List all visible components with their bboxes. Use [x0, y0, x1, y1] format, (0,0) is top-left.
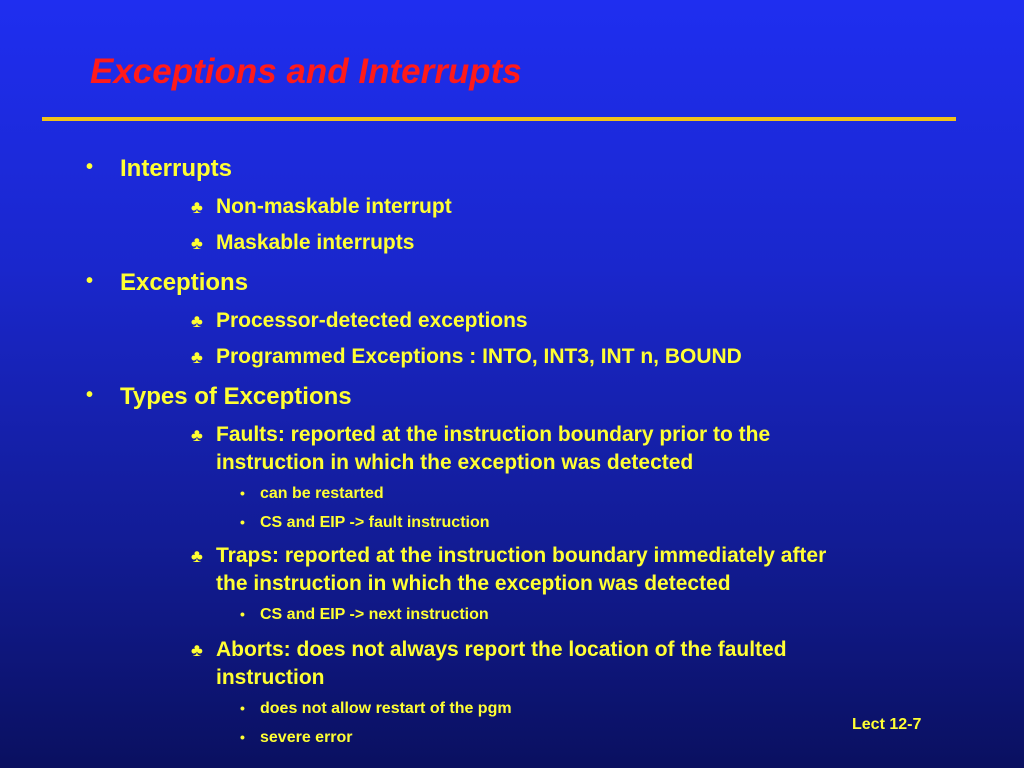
subbullet-text-continued: instruction in which the exception was detected: [216, 451, 694, 474]
bullet-interrupts: [86, 155, 233, 183]
detail-no-restart: [240, 700, 512, 718]
club-icon: ♣: [191, 197, 203, 217]
subbullet-traps: [191, 542, 827, 598]
subbullet-text: Processor-detected exceptions: [216, 309, 528, 332]
bullet-dot-icon: •: [86, 156, 94, 178]
detail-severe-error: [240, 729, 353, 747]
club-icon: ♣: [191, 546, 203, 566]
bullet-types-of-exceptions: [86, 383, 352, 411]
subbullet-non-maskable: [191, 193, 452, 221]
bullet-dot-icon: •: [86, 384, 94, 406]
bullet-exceptions: [86, 269, 249, 297]
club-icon: ♣: [191, 311, 203, 331]
detail-can-be-restarted: [240, 485, 384, 503]
bullet-dot-icon: •: [240, 485, 245, 501]
bullet-text: Exceptions: [120, 269, 249, 296]
subbullet-text: Non-maskable interrupt: [216, 195, 452, 218]
club-icon: ♣: [191, 425, 203, 445]
club-icon: ♣: [191, 347, 203, 367]
subbullet-processor-detected: [191, 307, 528, 335]
title-divider: [42, 117, 956, 121]
subbullet-faults: [191, 421, 771, 477]
subbullet-text: Aborts: does not always report the location of the faulted: [216, 638, 787, 661]
subbullet-text: Faults: reported at the instruction boundary prior to the: [216, 423, 771, 446]
detail-text: can be restarted: [260, 485, 384, 502]
subbullet-text-continued: the instruction in which the exception was detected: [216, 572, 731, 595]
detail-next-instruction: [240, 606, 489, 624]
detail-text: CS and EIP -> next instruction: [260, 606, 489, 623]
subbullet-text-continued: instruction: [216, 666, 325, 689]
detail-text: does not allow restart of the pgm: [260, 700, 512, 717]
detail-text: CS and EIP -> fault instruction: [260, 514, 490, 531]
lecture-page-label: Lect 12-7: [852, 716, 922, 733]
bullet-dot-icon: •: [86, 270, 94, 292]
bullet-dot-icon: •: [240, 514, 245, 530]
club-icon: ♣: [191, 640, 203, 660]
subbullet-text: Maskable interrupts: [216, 231, 415, 254]
subbullet-maskable: [191, 229, 415, 257]
slide-title: Exceptions and Interrupts: [90, 52, 522, 91]
bullet-text: Types of Exceptions: [120, 383, 352, 410]
detail-text: severe error: [260, 729, 353, 746]
subbullet-text: Programmed Exceptions : INTO, INT3, INT n, BOUND: [216, 345, 742, 368]
bullet-dot-icon: •: [240, 729, 245, 745]
bullet-dot-icon: •: [240, 606, 245, 622]
subbullet-text: Traps: reported at the instruction boundary immediately after: [216, 544, 827, 567]
bullet-dot-icon: •: [240, 700, 245, 716]
subbullet-aborts: [191, 636, 787, 692]
detail-fault-instruction: [240, 514, 490, 532]
subbullet-programmed: [191, 343, 742, 371]
bullet-text: Interrupts: [120, 155, 233, 182]
club-icon: ♣: [191, 233, 203, 253]
